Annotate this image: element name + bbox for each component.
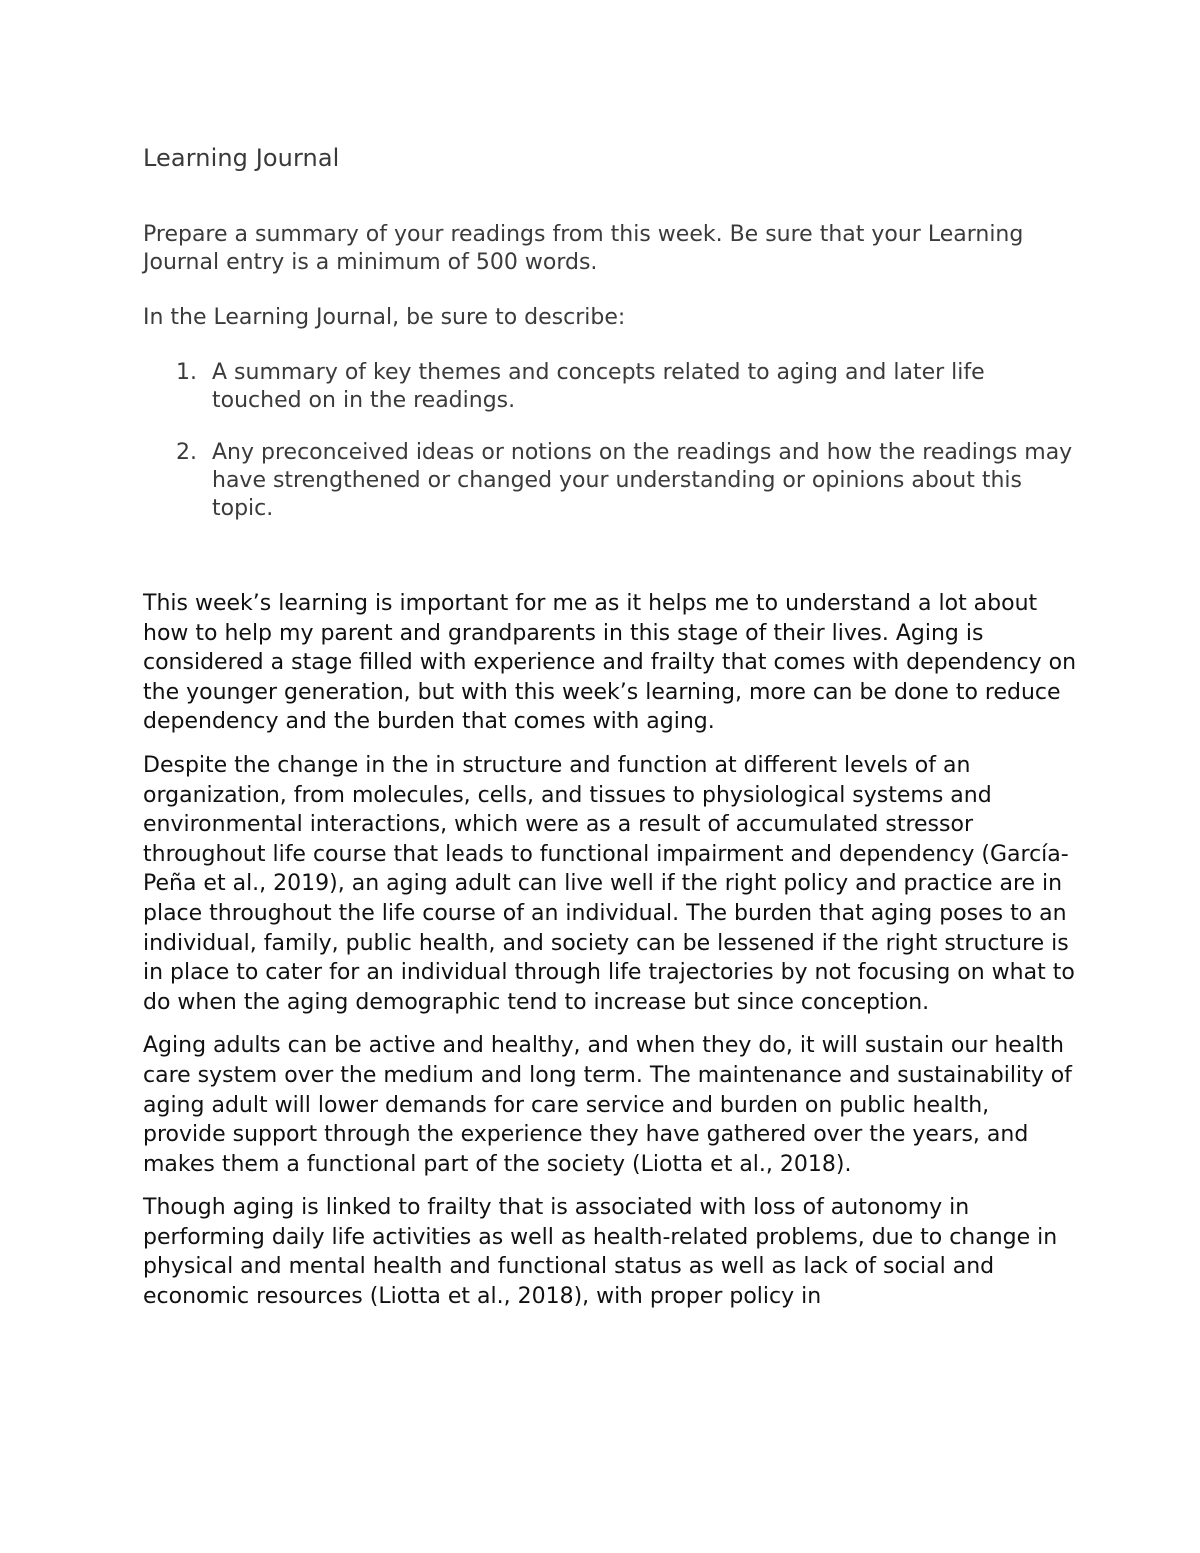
body-paragraph: Despite the change in the in structure and function at different levels of an organization, from molecules, cells, and tissues to physiological systems and environmental interactions, which were as a result of accumulated stressor throughout life course that leads to functional impairment and dependency (García-Peña et al., 2019), an aging adult can live well if the right policy and practice are in place throughout the life course of an individual. The burden that aging poses to an individual, family, public health, and society can be lessened if the right structure is in place to cater for an individual through life trajectories by not focusing on what to do when the aging demographic tend to increase but since conception. [143,752,1075,1015]
document-title: Learning Journal [143,144,340,172]
body-paragraph: Aging adults can be active and healthy, and when they do, it will sustain our health care system over the medium and long term. The maintenance and sustainability of aging adult will lower demands for care service and burden on public health, provide support through the experience they have gathered over the years, and makes them a functional part of the society (Liotta et al., 2018). [143,1033,1072,1177]
instructions-list [143,359,1078,523]
list-item-number: 2. [176,440,197,465]
journal-entry-body [143,589,1078,1312]
list-item-text: A summary of key themes and concepts related to aging and later life touched on in the readings. [212,360,985,413]
list-item-number: 1. [176,360,197,385]
instructions-describe-heading: In the Learning Journal, be sure to describe: [143,305,626,330]
instructions-list-item [143,439,1078,523]
list-item-text: Any preconceived ideas or notions on the readings and how the readings may have strengthened or changed your understanding or opinions about this topic. [212,440,1073,521]
body-paragraph: This week’s learning is important for me as it helps me to understand a lot about how to help my parent and grandparents in this stage of their lives. Aging is considered a stage filled with experience and frailty that comes with dependency on the younger generation, but with this week’s learning, more can be done to reduce dependency and the burden that comes with aging. [143,591,1077,735]
instructions-intro: Prepare a summary of your readings from this week. Be sure that your Learning Journal entry is a minimum of 500 words. [143,222,1024,275]
instructions-section [143,221,1078,523]
document-content [143,141,1078,1326]
body-paragraph: Though aging is linked to frailty that is associated with loss of autonomy in performing daily life activities as well as health-related problems, due to change in physical and mental health and functional status as well as lack of social and economic resources (Liotta et al., 2018), with proper policy in [143,1195,1058,1310]
instructions-list-item [143,359,1078,415]
